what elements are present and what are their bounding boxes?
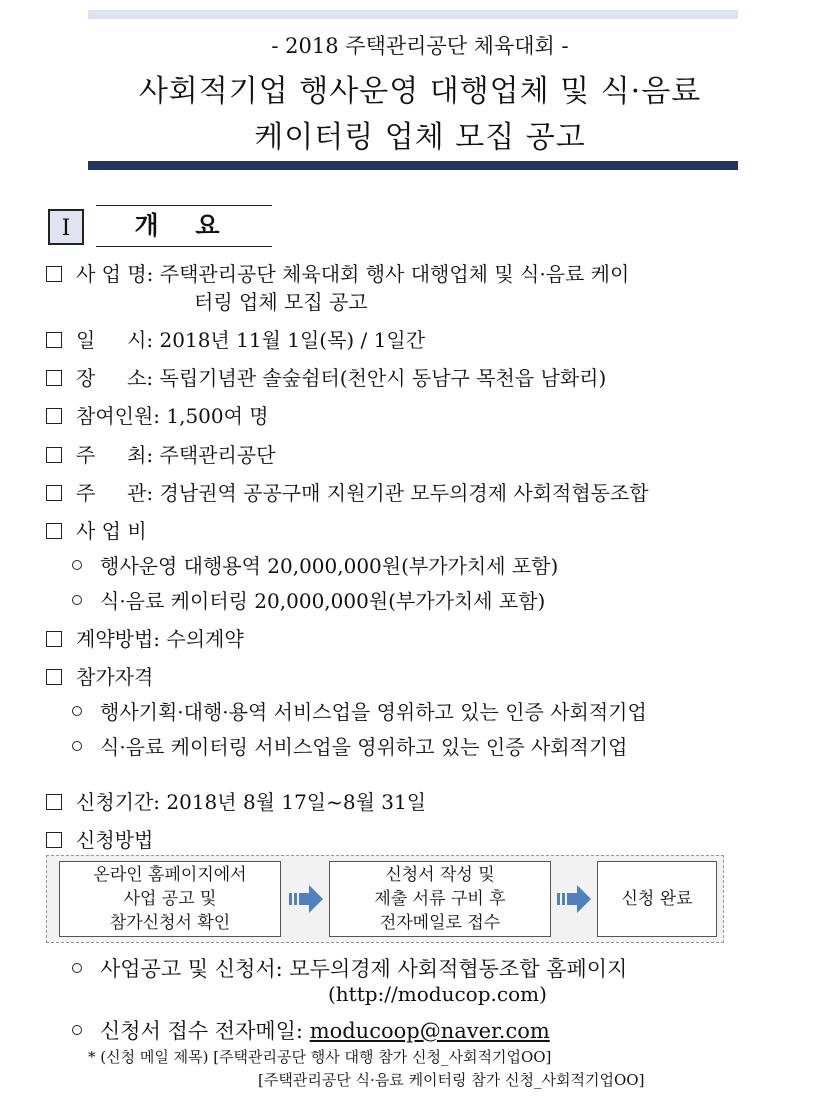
checkbox-square-icon [46,832,62,848]
homepage-url: (http://moducop.com) [328,982,547,1006]
item-text: 사 업 비 [76,519,147,543]
item-text: 계약방법: 수의계약 [76,627,244,651]
title-line-2: 케이터링 업체 모집 공고 [254,120,586,155]
item-text: 주 최: 주택관리공단 [76,443,276,467]
mail-subject-1: * (신청 메일 제목) [주택관리공단 행사 대행 참가 신청_사회적기업OO] [88,1048,552,1066]
item-participants [46,400,269,429]
bullet-circle-icon [72,741,82,751]
arrow-right-icon [289,882,325,916]
notice-homepage [72,953,627,983]
item-eligibility [46,661,153,690]
checkbox-square-icon [46,669,62,685]
checkbox-square-icon [46,631,62,647]
checkbox-square-icon [46,408,62,424]
item-text: 일 시: 2018년 11월 1일(목) / 1일간 [76,328,426,352]
flow-step-line: 전자메일로 접수 [379,913,501,933]
item-text: 주 관: 경남권역 공공구매 지원기관 모두의경제 사회적협동조합 [76,481,649,505]
bullet-circle-icon [72,595,82,605]
item-date [46,324,425,353]
item-text: 식·음료 케이터링 20,000,000원(부가가치세 포함) [100,589,546,613]
item-place [46,362,606,391]
application-flow-diagram [46,855,724,943]
eligibility-item-1 [72,696,647,725]
item-label: 사 업 명: [76,262,154,286]
checkbox-square-icon [46,523,62,539]
item-host [46,439,275,468]
flow-step-line: 신청 완료 [621,889,693,909]
item-text: 신청기간: 2018년 8월 17일~8월 31일 [76,790,427,814]
item-period [46,786,426,815]
arrow-right-icon [557,882,593,916]
flow-step-2 [329,861,551,937]
item-business-name-cont: 터링 업체 모집 공고 [194,290,368,314]
checkbox-square-icon [46,332,62,348]
section-number: Ⅰ [48,209,84,245]
item-text: 신청방법 [76,828,154,852]
flow-step-line: 제출 서류 구비 후 [374,889,506,909]
checkbox-square-icon [46,447,62,463]
item-text: 행사운영 대행용역 20,000,000원(부가가치세 포함) [100,554,559,578]
flow-step-line: 사업 공고 및 [123,889,217,909]
top-decor-bar [88,10,738,19]
item-label: 신청서 접수 전자메일: [100,1019,310,1043]
item-budget [46,515,147,544]
email-link[interactable]: moducoop@naver.com [309,1019,550,1043]
item-contract [46,623,244,652]
item-text: 참여인원: 1,500여 명 [76,404,269,428]
item-text: 참가자격 [76,665,154,689]
item-text: 장 소: 독립기념관 솔숲쉼터(천안시 동남구 목천읍 남화리) [76,366,607,390]
checkbox-square-icon [46,266,62,282]
item-business-name [46,258,629,287]
flow-step-3 [597,861,717,937]
bullet-circle-icon [72,560,82,570]
title-underline-bar [88,161,738,170]
item-value: 주택관리공단 체육대회 행사 대행업체 및 식·음료 케이 [159,262,630,286]
budget-item-2 [72,585,545,614]
checkbox-square-icon [46,794,62,810]
notice-email [72,1015,550,1045]
flow-step-line: 온라인 홈페이지에서 [93,865,247,885]
bullet-circle-icon [72,1025,82,1035]
eligibility-item-2 [72,731,628,760]
budget-item-1 [72,550,558,579]
checkbox-square-icon [46,370,62,386]
flow-step-1 [59,861,281,937]
section-title: 개 요 [96,205,272,247]
bullet-circle-icon [72,706,82,716]
checkbox-square-icon [46,485,62,501]
item-text: 식·음료 케이터링 서비스업을 영위하고 있는 인증 사회적기업 [100,735,628,759]
title-line-1: 사회적기업 행사운영 대행업체 및 식·음료 [138,74,702,109]
item-method [46,824,153,853]
event-subtitle: - 2018 주택관리공단 체육대회 - [271,34,569,58]
item-organizer [46,477,649,506]
item-text: 행사기획·대행·용역 서비스업을 영위하고 있는 인증 사회적기업 [100,700,647,724]
mail-subject-2: [주택관리공단 식·음료 케이터링 참가 신청_사회적기업OO] [258,1071,645,1089]
flow-step-line: 신청서 작성 및 [385,865,495,885]
bullet-circle-icon [72,963,82,973]
item-text: 사업공고 및 신청서: 모두의경제 사회적협동조합 홈페이지 [100,957,628,981]
flow-step-line: 참가신청서 확인 [109,913,231,933]
